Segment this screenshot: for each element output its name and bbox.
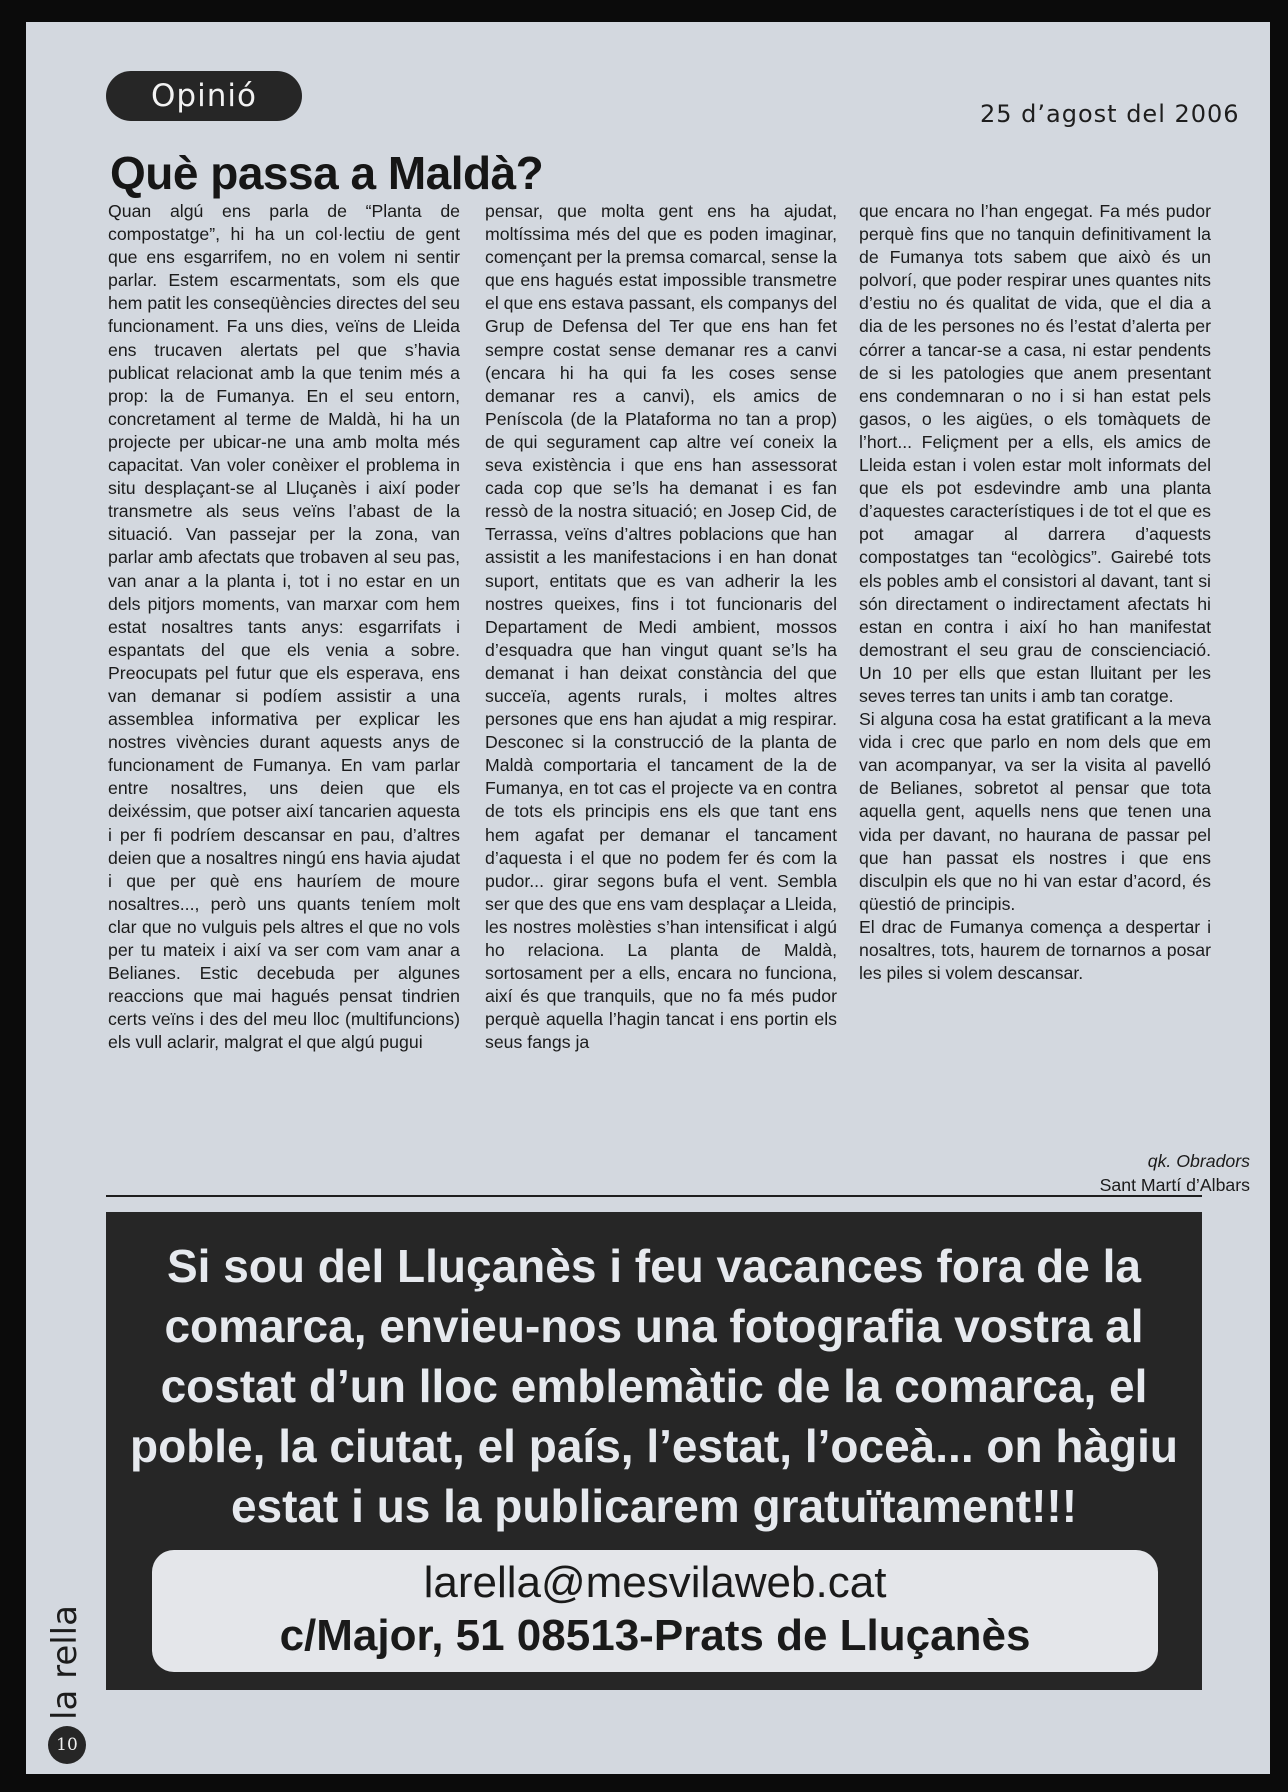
section-label: Opinió (106, 71, 302, 121)
author-name: qk. Obradors (1147, 1151, 1250, 1171)
divider (106, 1195, 1202, 1197)
contact-address: c/Major, 51 08513-Prats de Lluçanès (279, 1611, 1031, 1660)
promo-box (106, 1212, 1202, 1690)
article-title: Què passa a Maldà? (110, 147, 544, 199)
author-location: Sant Martí d’Albars (1099, 1175, 1250, 1195)
contact-box (152, 1550, 1158, 1672)
issue-date: 25 d’agost del 2006 (980, 100, 1240, 128)
newspaper-page (26, 22, 1270, 1774)
article-column-2: pensar, que molta gent ens ha ajudat, moltíssima més del que es poden imaginar, començant per la premsa comarcal, sense la que ens hagués estat impossible transmetre el que ens estava passant, els companys del Grup de Defensa del Ter que ens han fet sempre costat sense demanar res a canvi (encara hi ha qui fa les coses sense demanar res a canvi), els amics de Peníscola (de la Plataforma no tan a prop) de qui segurament cap altre veí coneix la seva existència i que ens han assessorat cada cop que se’ls ha demanat i es fan ressò de la nostra situació; en Josep Cid, de Terrassa, veïns d’altres poblacions que han assistit a les manifestacions i en han donat suport, entitats que es van adherir la les nostres queixes, fins i tot funcionaris del Departament de Medi ambient, mossos d’esquadra que han vingut quant se’ls ha demanat i han deixat constància del que succeïa, agents rurals, i moltes altres persones que ens han ajudat a mig respirar. Desconec si la construcció de la planta de Maldà comportaria el tancament de la de Fumanya, en tot cas el projecte va en contra de tots els principis ens els que tant ens hem agafat per demanar el tancament d’aquesta i el que no podem fer és com la pudor... girar segons bufa el vent. Sembla ser que des que ens vam desplaçar a Lleida, les nostres molèsties s’han intensificat i algú ho relaciona. La planta de Maldà, sortosament per a ells, encara no funciona, així és que tranquils, que no fa més pudor perquè aquella l’hagin tancat i ens portin els seus fangs ja (485, 201, 838, 1053)
article-column-3 (859, 200, 1211, 985)
publication-name: la rella (45, 1605, 85, 1720)
publication-logo (42, 1594, 92, 1724)
contact-email: larella@mesvilaweb.cat (423, 1558, 887, 1607)
article-column-1: Quan algú ens parla de “Planta de compostatge”, hi ha un col·lectiu de gent que ens esgarrifem, no en volem ni sentir parlar. Estem escarmentats, som els que hem patit les conseqüències directes del seu funcionament. Fa uns dies, veïns de Lleida ens trucaven alertats pel que s’havia publicat relacionat amb la que tenim més a prop: la de Fumanya. En el seu entorn, concretament al terme de Maldà, hi ha un projecte per ubicar-ne una amb molta més capacitat. Van voler conèixer el problema in situ desplaçant-se al Lluçanès i així poder transmetre als seus veïns l’abast de la situació. Van passejar per la zona, van parlar amb afectats que trobaven al seu pas, van anar a la planta i, tot i no estar en un dels pitjors moments, van marxar com hem estat nosaltres tants anys: esgarrifats i espantats del que els venia a sobre. Preocupats pel futur que els esperava, ens van demanar si podíem assistir a una assemblea informativa per explicar les nostres vivències durant aquests anys de funcionament de Fumanya. En vam parlar entre nosaltres, uns deien que els deixéssim, que potser així tancarien aquesta i per fi podríem descansar en pau, d’altres deien que a nosaltres ningú ens havia ajudat i que per què ens hauríem de moure nosaltres..., però uns quants teníem molt clar que no vulguis pels altres el que no vols per tu mateix i així va ser com vam anar a Belianes. Estic decebuda per algunes reaccions que mai hagués pensat tindrien certs veïns i des del meu lloc (multifuncions) els vull aclarir, malgrat el que algú pugui (108, 201, 460, 1053)
article-paragraph: que encara no l’han engegat. Fa més pudor perquè fins que no tanquin definitivament la de Fumanya tots sabem que això és un polvorí, que poder respirar unes quantes nits d’estiu no és qualitat de vida, que el dia a dia de les persones no és l’estat d’alerta per córrer a tancar-se a casa, ni estar pendents de si les patologies que anem presentant ens condemnaran o no i si han estat pels gasos, o les aigües, o els tomàquets de l’hort... Feliçment per a ells, els amics de Lleida estan i volen estar molt informats del que els pot esdevindre amb una planta d’aquestes característiques i de tot el que es pot amagar al darrera d’aquests compostatges tan “ecològics”. Gairebé tots els pobles amb el consistori al davant, tant si són directament o indirectament afectats hi estan en contra i així ho han manifestat demostrant el seu grau de conscienciació. Un 10 per ells que estan lluitant per les seves terres tan units i amb tan coratge. (859, 201, 1211, 706)
article-signature (1100, 1149, 1250, 1197)
article-paragraph: El drac de Fumanya comença a despertar i nosaltres, tots, haurem de tornarnos a posar les piles si volem descansar. (859, 916, 1211, 984)
article-paragraph: Si alguna cosa ha estat gratificant a la meva vida i crec que parlo en nom dels que em van acompanyar, va ser la visita al pavelló de Belianes, sobretot al pensar que tota aquella gent, aquells nens que tenen una vida per davant, no haurana de passar pel que han passat els nostres i que ens disculpin els que no hi van estar d’acord, és qüestió de principis. (859, 709, 1211, 914)
promo-text: Si sou del Lluçanès i feu vacances fora de la comarca, envieu-nos una fotografia vostra al costat d’un lloc emblemàtic de la comarca, el poble, la ciutat, el país, l’estat, l’oceà... on hàgiu estat i us la publicarem gratuïtament!!! (129, 1240, 1179, 1532)
page-number: 10 (48, 1726, 86, 1764)
